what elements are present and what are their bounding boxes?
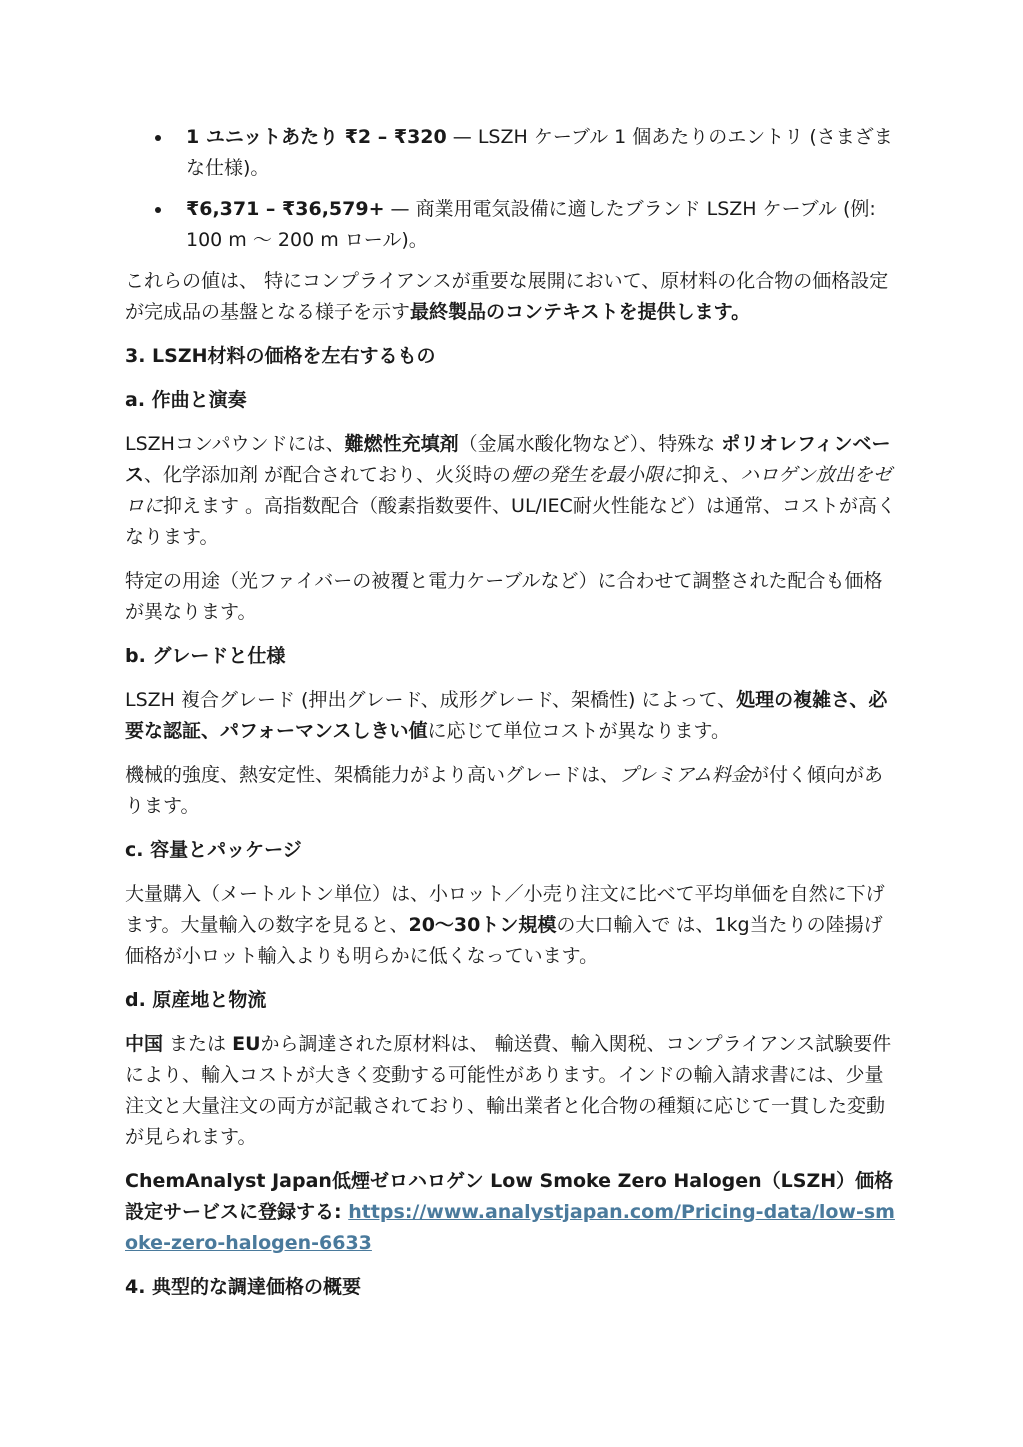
subsection-d-heading: d. 原産地と物流: [125, 989, 267, 1011]
bullet-description: — 商業用電気設備に適したブランド LSZH ケーブル (例: 100 m 〜 200 m ロール)。: [186, 198, 876, 251]
list-item: [125, 194, 898, 256]
subsection-a-heading: a. 作曲と演奏: [125, 389, 247, 411]
bullet-price-range: ₹6,371 – ₹36,579+: [186, 198, 385, 220]
bullet-price-range: 1 ユニットあたり ₹2 – ₹320: [186, 126, 447, 148]
bullet-icon: [155, 207, 161, 213]
bullet-description: — LSZH ケーブル 1 個あたりのエントリ (さまざまな仕様)。: [186, 126, 893, 179]
pricing-link[interactable]: https://www.analystjapan.com/Pricing-data/low-smoke-zero-halogen-6633: [125, 1201, 895, 1254]
premium-paragraph: 機械的強度、熱安定性、架橋能力がより高いグレードは、プレミアム料金が付く傾向があります。: [125, 764, 883, 817]
origin-paragraph: 中国 または EUから調達された原材料は、 輸送費、輸入関税、コンプライアンス試験要件により、輸入コストが大きく変動する可能性があります。インドの輸入請求書には、少量注文と大量注文の両方が記載されており、輸出業者と化合物の種類に応じて一貫した変動が見られます。: [125, 1033, 892, 1148]
promo-paragraph: ChemAnalyst Japan低煙ゼロハロゲン Low Smoke Zero Halogen（LSZH）価格設定サービスに登録する: https://www.analystjapan.com/Pricing-data/low-smoke-zero-halogen-6633: [125, 1170, 895, 1254]
composition-paragraph: LSZHコンパウンドには、難燃性充填剤（金属水酸化物など）、特殊な ポリオレフィンベース、化学添加剤 が配合されており、火災時の煙の発生を最小限に抑え、ハロゲン放出をゼロに抑えます 。高指数配合（酸素指数要件、UL/IEC耐火性能など）は通常、コストが高くなります。: [125, 433, 896, 548]
section-3-heading: 3. LSZH材料の価格を左右するもの: [125, 345, 436, 367]
formulation-paragraph: 特定の用途（光ファイバーの被覆と電力ケーブルなど）に合わせて調整された配合も価格が異なります。: [125, 570, 883, 623]
volume-paragraph: 大量購入（メートルトン単位）は、小ロット／小売り注文に比べて平均単価を自然に下げます。大量輸入の数字を見ると、20〜30トン規模の大口輸入で は、1kg当たりの陸揚げ価格が小ロット輸入よりも明らかに低くなっています。: [125, 883, 885, 967]
price-bullet-list: [125, 122, 898, 256]
section-4-heading: 4. 典型的な調達価格の概要: [125, 1276, 362, 1298]
bullet-icon: [155, 135, 161, 141]
subsection-c-heading: c. 容量とパッケージ: [125, 839, 302, 861]
intro-paragraph: これらの値は、 特にコンプライアンスが重要な展開において、原材料の化合物の価格設定が完成品の基盤となる様子を示す最終製品のコンテキストを提供します。: [125, 270, 889, 323]
subsection-b-heading: b. グレードと仕様: [125, 645, 286, 667]
grade-paragraph: LSZH 複合グレード (押出グレード、成形グレード、架橋性) によって、処理の複雑さ、必要な認証、パフォーマンスしきい値に応じて単位コストが異なります。: [125, 689, 888, 742]
list-item: [125, 122, 898, 184]
